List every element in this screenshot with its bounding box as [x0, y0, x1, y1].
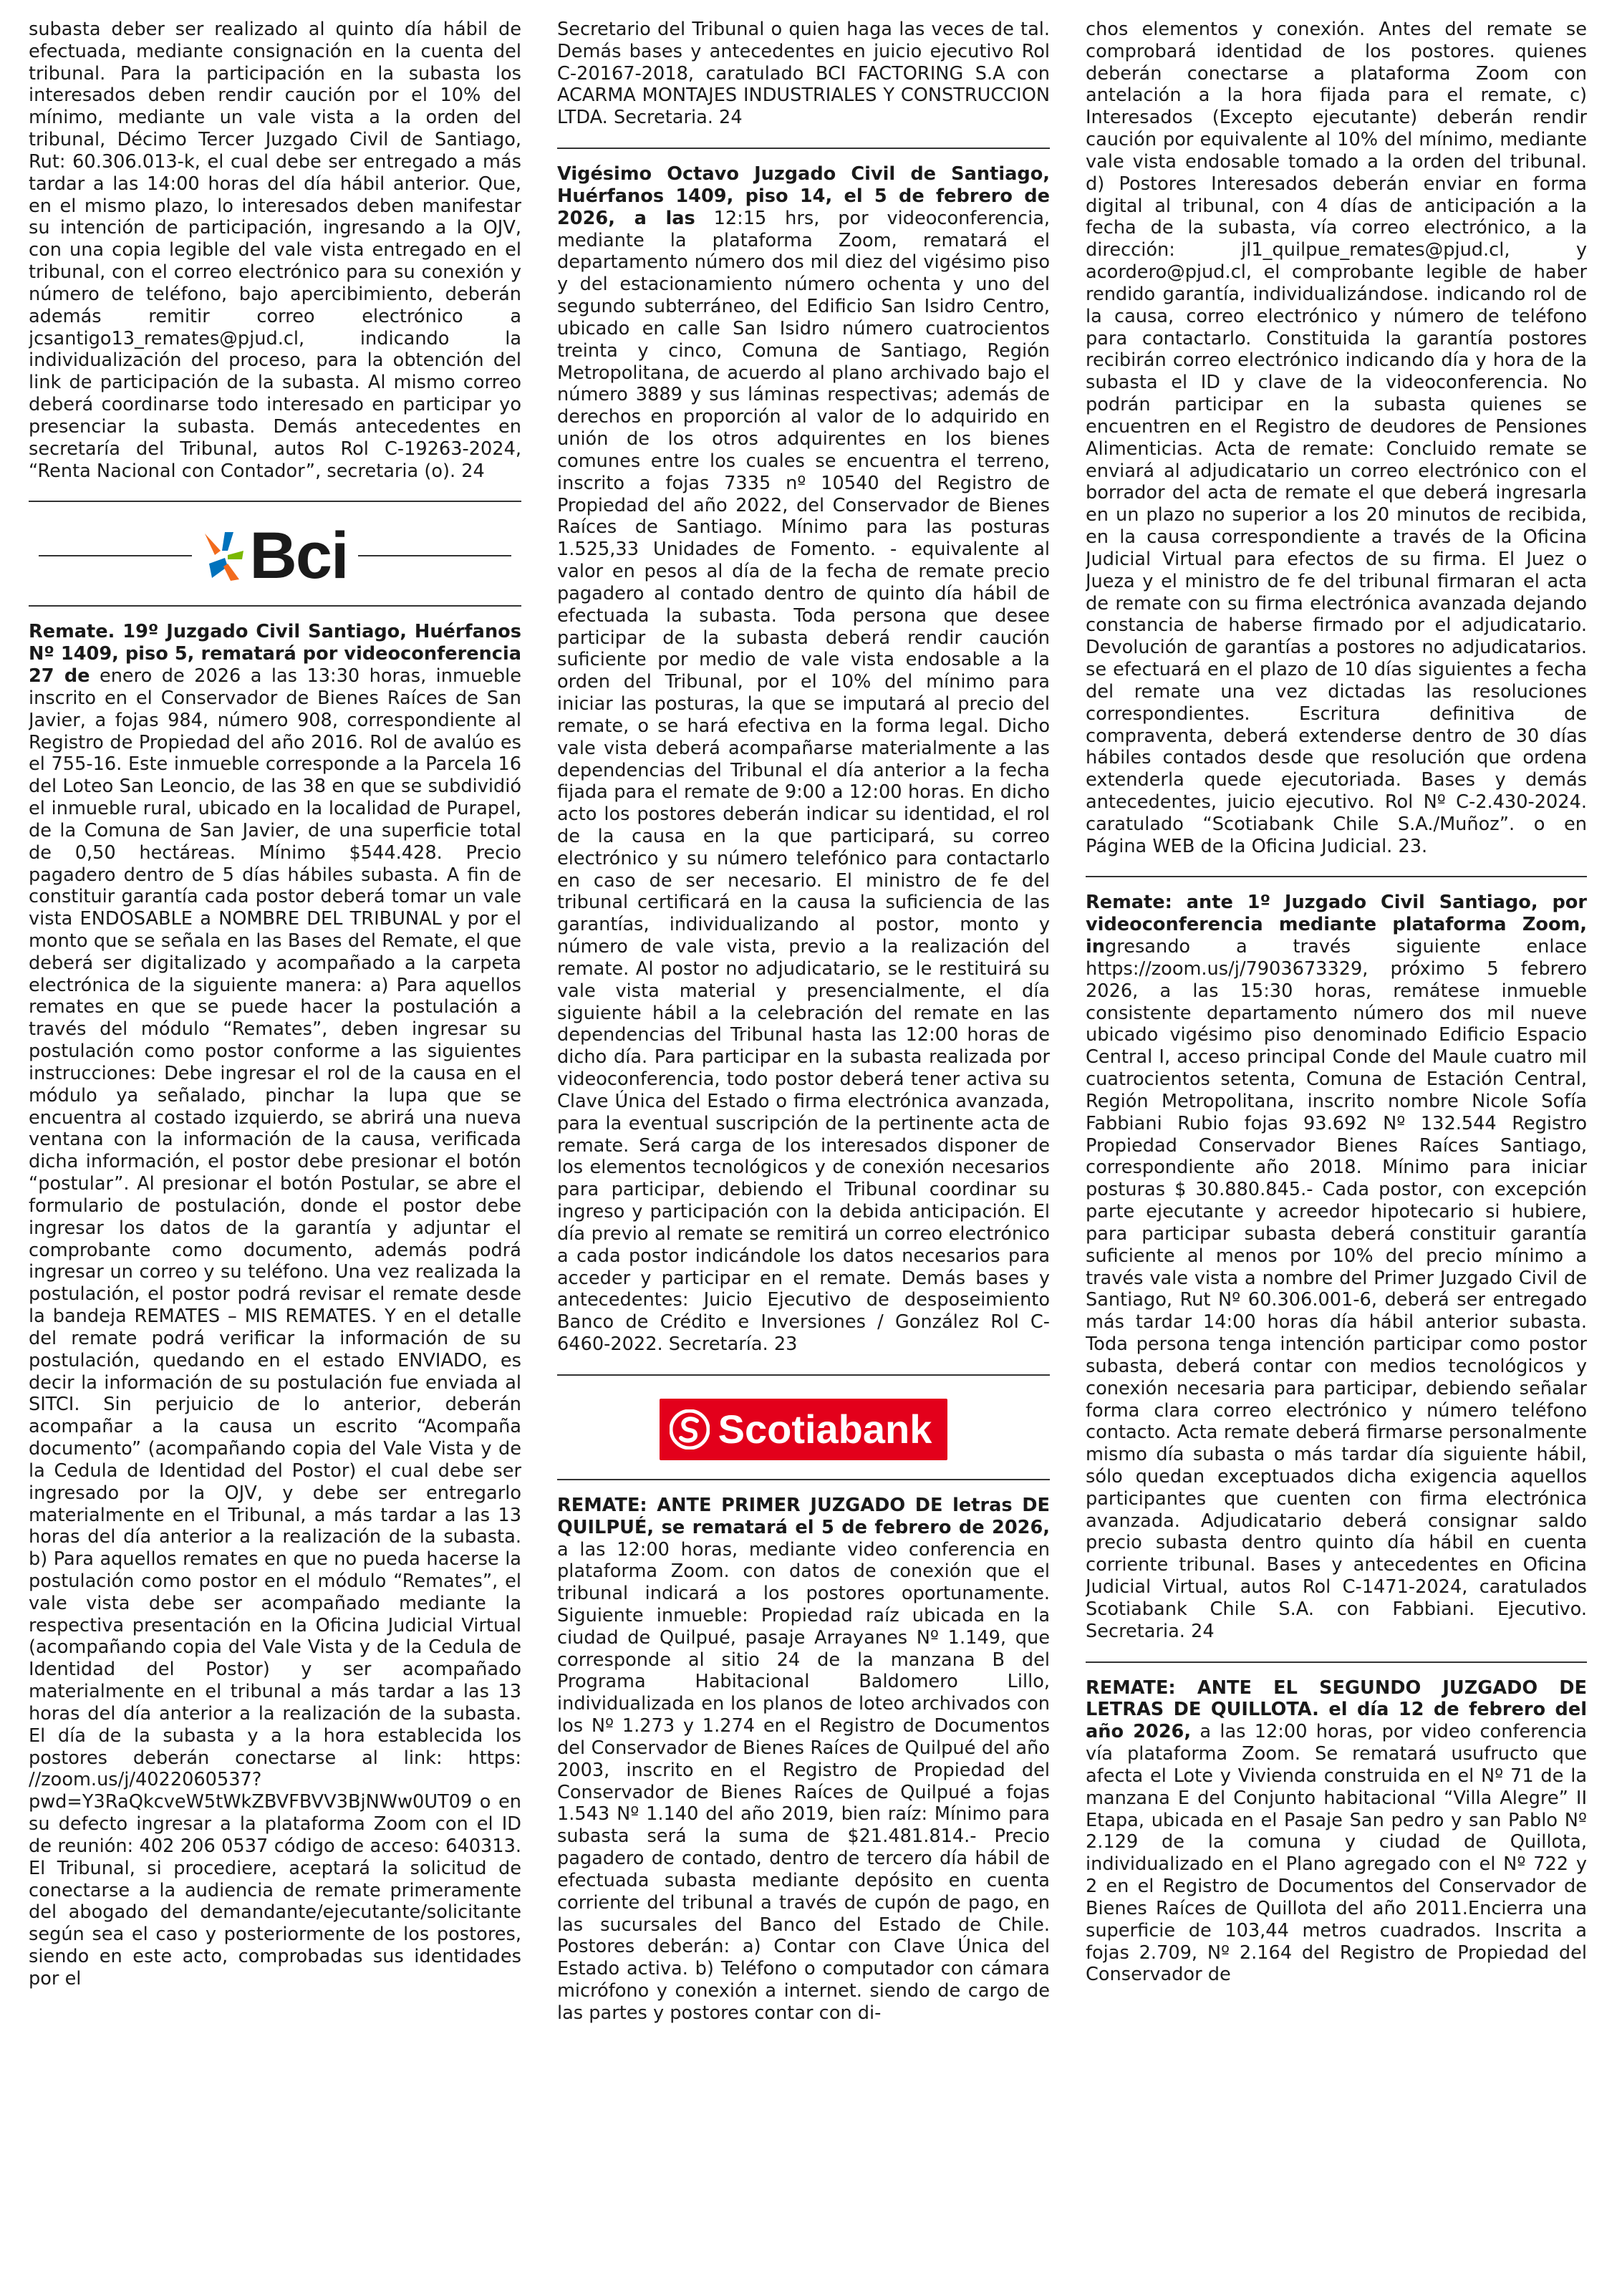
notice-heading: Remate: ante 1º Juzgado Civil Santiago, por videoconferencia mediante plataforma Zoom, in: [1086, 892, 1587, 958]
notice: [1086, 19, 1587, 857]
notice-heading: Vigésimo Octavo Juzgado Civil de Santiago, Huérfanos 1409, piso 14, el 5 de febrero de 2026, a las: [557, 163, 1050, 229]
notice-heading: Remate. 19º Juzgado Civil Santiago, Huérfanos Nº 1409, piso 5, rematará por videoconferencia 27 de: [29, 621, 521, 688]
notice-body: subasta deber ser realizado al quinto día hábil de efectuada, mediante consignación en la cuenta del tribunal. Para la participación en la subasta los interesados deben rendir caución por el 10% del mínimo, mediante un vale vista a la orden del tribunal, Décimo Tercer Juzgado Civil de Santiago, Rut: 60.306.013-k, el cual debe ser entregado a más tardar a las 14:00 horas del día hábil anterior. Que, en el mismo plazo, lo interesados deben manifestar su intención de participación, ingresando a la OJV, con una copia legible del vale vista entregado en el tribunal, con el correo electrónico para su conexión y número de teléfono, bajo apercibimiento, deberán además remitir correo electrónico a jcsantigo13_remates@pjud.cl, indicando la individualización del proceso, para la obtención del link de participación de la subasta. Al mismo correo deberá coordinarse todo interesado en participar yo presenciar la subasta. Demás antecedentes en secretaría del Tribunal, autos Rol C-19263-2024, “Renta Nacional con Contador”, secretaria (o). 24: [29, 19, 521, 482]
scotiabank-s-icon: [670, 1409, 710, 1450]
bci-star-icon: [202, 529, 246, 582]
notice: [29, 621, 521, 1989]
notice-body: enero de 2026 a las 13:30 horas, inmueble inscrito en el Conservador de Bienes Raíces de San Javier, a fojas 984, número 908, correspondiente al Registro de Propiedad del año 2016. Rol de avalúo es el 755-16. Este inmueble corresponde a la Parcela 16 del Loteo San Leoncio, de las 38 en que se subdividió el inmueble rural, ubicado en la localidad de Purapel, de la Comuna de San Javier, de una superficie total de 0,50 hectáreas. Mínimo $544.428. Precio pagadero dentro de 5 días hábiles subasta. A fin de constituir garantía cada postor deberá tomar un vale vista ENDOSABLE a NOMBRE DEL TRIBUNAL y por el monto que se señala en las Bases del Remate, el que deberá ser digitalizado y acompañado a la carpeta electrónica de la siguiente manera: a) Para aquellos remates en que se puede hacer la postulación a través del módulo “Remates”, deben ingresar su postulación como postor conforme a las siguientes instrucciones: Debe ingresar el rol de la causa en el módulo ya señalado, pinchar la lupa que se encuentra al costado izquierdo, se abrirá una nueva ventana con la información de la causa, verificada dicha información, el postor debe presionar el botón “postular”. Al presionar el botón Postular, se abre el formulario de postulación, donde el postor debe ingresar los datos de la garantía y adjuntar el comprobante como documento, además podrá ingresar un correo y su teléfono. Una vez realizada la postulación, el postor podrá revisar el remate desde la bandeja REMATES – MIS REMATES. Y en el detalle del remate podrá verificar la información de su postulación, quedando en el estado ENVIADO, es decir la información de su postulación fue enviada al SITCI. Sin perjuicio de lo anterior, deberán acompañar a la causa un escrito “Acompaña documento” (acompañando copia del Vale Vista y de la Cedula de Identidad del Postor) el cual debe ser ingresado por la OJV, y debe ser entregarlo materialmente en el Tribunal, a más tardar a las 13 horas del día anterior a la realización de la subasta. b) Para aquellos remates en que no pueda hacerse la postulación como postor en el módulo “Remates”, el vale vista debe ser acompañado mediante la respectiva presentación en la Oficina Judicial Virtual (acompañando copia del Vale Vista y de la Cedula de Identidad del Postor) y ser acompañado materialmente en el tribunal a más tardar a las 13 horas del día anterior a la realización de la subasta. El día de la subasta y a la hora establecida los postores deberán conectarse al link: https: //zoom.us/j/4022060537?pwd=Y3RaQkcveW5tWkZBVFBVV3BjNWw0UT09 o en su defecto ingresar a la plataforma Zoom con el ID de reunión: 402 206 0537 código de acceso: 640313. El Tribunal, si procediere, aceptará la solicitud de conectarse a la audiencia de remate primeramente del abogado del demandante/ejecutante/solicitante según sea el caso y posteriormente de los postores, siendo en este acto, comprobadas sus identidades por el: [29, 665, 521, 1989]
divider: [358, 555, 511, 556]
column-1: [29, 19, 521, 2289]
scotiabank-wordmark: Scotiabank: [718, 1406, 932, 1452]
divider: [557, 1479, 1050, 1480]
bci-wordmark: Bci: [249, 519, 348, 593]
bci-logo: [202, 519, 348, 593]
scotiabank-logo: [660, 1399, 948, 1460]
notice-body: a las 12:00 horas, mediante video conferencia en plataforma Zoom. con datos de conexión que el tribunal indicará a los postores oportunamente. Siguiente inmueble: Propiedad raíz ubicada en la ciudad de Quilpué, pasaje Arrayanes Nº 1.149, que corresponde al sitio 24 de la manzana B del Programa Habitacional Baldomero Lillo, individualizada en los planos de loteo archivados con los Nº 1.273 y 1.274 en el Registro de Documentos del Conservador de Bienes Raíces de Quilpué del año 2003, inscrito en el Registro de Propiedad del Conservador de Bienes Raíces de Quilpué a fojas 1.543 Nº 1.140 del año 2019, bien raíz: Mínimo para subasta será la suma de $21.481.814.- Precio pagadero de contado, dentro de tercero día hábil de efectuada subasta mediante depósito en cuenta corriente del tribunal a través de cupón de pago, en las sucursales del Banco del Estado de Chile. Postores deberán: a) Contar con Clave Única del Estado activa. b) Teléfono o computador con cámara micrófono y conexión a internet. siendo de cargo de las partes y postores contar con di-: [557, 1538, 1050, 2024]
notice: [29, 19, 521, 482]
notice: [1086, 1677, 1587, 1987]
notice: [1086, 892, 1587, 1642]
notice-body: a las 12:00 horas, por video conferencia vía plataforma Zoom. Se rematará usufructo que afecta el Lote y Vivienda construida en el Nº 71 de la manzana E del Conjunto habitacional “Villa Alegre” II Etapa, ubicada en el Pasaje San pedro y san Pablo Nº 2.129 de la comuna y ciudad de Quillota, individualizado en el Plano agregado con el Nº 722 y 2 en el Registro de Documentos del Conservador de Bienes Raíces de Quillota del año 2011.Encierra una superficie de 103,44 metros cuadrados. Inscrita a fojas 2.709, Nº 2.164 del Registro de Propiedad del Conservador de: [1086, 1721, 1587, 1986]
notice: [557, 1495, 1050, 2025]
notice-heading: REMATE: ANTE EL SEGUNDO JUZGADO DE LETRAS DE QUILLOTA. el día 12 de febrero del año 2026,: [1086, 1677, 1587, 1743]
scotiabank-ad-banner: [557, 1390, 1050, 1469]
column-2: [557, 19, 1050, 2289]
divider: [1086, 876, 1587, 877]
divider: [29, 501, 521, 502]
bci-ad-banner: [29, 516, 521, 595]
notice-body: Secretario del Tribunal o quien haga las veces de tal. Demás bases y antecedentes en juicio ejecutivo Rol C-20167-2018, caratulado BCI FACTORING S.A con ACARMA MONTAJES INDUSTRIALES Y CONSTRUCCION LTDA. Secretaria. 24: [557, 19, 1050, 129]
divider: [557, 1374, 1050, 1376]
notice-body: 12:15 hrs, por videoconferencia, mediante la plataforma Zoom, rematará el departamento número dos mil diez del vigésimo piso y del estacionamiento número ochenta y uno del segundo subterráneo, del Edificio San Isidro Centro, ubicado en calle San Isidro número cuatrocientos treinta y cinco, Comuna de Santiago, Región Metropolitana, de acuerdo al plano archivado bajo el número 3889 y sus láminas respectivas; además de derechos en proporción al valor de lo adquirido en unión de los otros adquirentes en los bienes comunes entre los cuales se encuentra el terreno, inscrito a fojas 7335 nº 10540 del Registro de Propiedad del año 2022, del Conservador de Bienes Raíces de Santiago. Mínimo para las posturas 1.525,33 Unidades de Fomento. - equivalente al valor en pesos al día de la fecha de remate precio pagadero al contado dentro de quinto día hábil de efectuada la subasta. Toda persona que desee participar de la subasta deberá rendir caución suficiente por medio de vale vista endosable a la orden del Tribunal, por el 10% del mínimo para iniciar las posturas, la que se imputará al precio del remate, o se hará efectiva en la forma legal. Dicho vale vista deberá acompañarse materialmente a las dependencias del Tribunal el día anterior a la fecha fijada para el remate de 9:00 a 12:00 horas. En dicho acto los postores deberán indicar su identidad, el rol de la causa en la que participará, su correo electrónico y su número telefónico para contactarlo en caso de ser necesario. El ministro de fe del tribunal certificará en la causa la suficiencia de las garantías, individualizando al postor, monto y número de vale vista, previo a la realización del remate. Al postor no adjudicatario, se le restituirá su vale vista material y presencialmente, el día siguiente hábil a la celebración del remate en las dependencias del Tribunal hasta las 12:00 horas de dicho día. Para participar en la subasta realizada por videoconferencia, todo postor deberá tener activa su Clave Única del Estado o firma electrónica avanzada, para la eventual suscripción de la pertinente acta de remate. Será carga de los interesados disponer de los elementos tecnológicos y de conexión necesarios para participar, debiendo el Tribunal coordinar su ingreso y participación con la debida anticipación. El día previo al remate se remitirá un correo electrónico a cada postor indicándole los datos necesarios para acceder y participar en el remate. Demás bases y antecedentes: Juicio Ejecutivo de desposeimiento Banco de Crédito e Inversiones / González Rol C-6460-2022. Secretaría. 23: [557, 207, 1050, 1356]
notice-heading: REMATE: ANTE PRIMER JUZGADO DE letras DE QUILPUÉ, se rematará el 5 de febrero de 2026,: [557, 1494, 1050, 1538]
notice-body: gresando a través siguiente enlace https://zoom.us/j/7903673329, próximo 5 febrero 2026, a las 15:30 horas, remátese inmueble consistente departamento número dos mil nueve ubicado vigésimo piso denominado Edificio Espacio Central I, acceso principal Conde del Maule cuatro mil cuatrocientos setenta, Comuna de Estación Central, Región Metropolitana, inscrito nombre Nicole Sofía Fabbiani Rubio fojas 93.692 Nº 132.544 Registro Propiedad Conservador Bienes Raíces Santiago, correspondiente año 2018. Mínimo para iniciar posturas $ 30.880.845.- Cada postor, con excepción parte ejecutante y acreedor hipotecario si hubiere, para participar subasta deberá constituir garantía suficiente al menos por 10% del precio mínimo a través vale vista a nombre del Primer Juzgado Civil de Santiago, Rut Nº 60.306.001-6, deberá ser entregado más tardar 14:00 horas día hábil anterior subasta. Toda persona tenga intención participar como postor subasta, deberá contar con medios tecnológicos y conexión necesaria para participar, debiendo señalar forma clara correo electrónico y número teléfono contacto. Acta remate deberá firmarse personalmente mismo día subasta o más tardar día siguiente hábil, sólo quedan exceptuados dicha exigencia aquellos participantes que cuenten con firma electrónica avanzada. Adjudicatario deberá consignar saldo precio subasta dentro quinto día hábil en cuenta corriente tribunal. Bases y antecedentes en Oficina Judicial Virtual, autos Rol C-1471-2024, caratulados Scotiabank Chile S.A. con Fabbiani. Ejecutivo. Secretaria. 24: [1086, 936, 1587, 1642]
divider: [1086, 1661, 1587, 1663]
notice-body: chos elementos y conexión. Antes del remate se comprobará identidad de los postores. quienes deberán conectarse a plataforma Zoom con antelación a la hora fijada para el remate, c) Interesados (Excepto ejecutante) deberán rendir caución por equivalente al 10% del mínimo, mediante vale vista endosable tomado a la orden del tribunal. d) Postores Interesados deberán enviar en forma digital al tribunal, con 4 días de anticipación a la fecha de la subasta, vía correo electrónico, a la dirección: jl1_quilpue_remates@pjud.cl, y acordero@pjud.cl, el comprobante legible de haber rendido garantía, individualizándose. indicando rol de la causa, correo electrónico y número de teléfono para contactarlo. Constituida la garantía postores recibirán correo electrónico indicando día y hora de la subasta el ID y clave de la videoconferencia. No podrán participar en la subasta quienes se encuentren en el Registro de deudores de Pensiones Alimenticias. Acta de remate: Concluido remate se enviará al adjudicatario un correo electrónico con el borrador del acta de remate el que deberá ingresarla en un plazo no superior a los 20 minutos de recibida, en la causa correspondiente a través de la Oficina Judicial Virtual para efectos de su firma. El Juez o Jueza y el ministro de fe del tribunal firmaran el acta de remate con su firma electrónica avanzada dejando constancia de haberse firmado por el adjudicatario. Devolución de garantías a postores no adjudicatarios. se efectuará en el plazo de 10 días siguientes a fecha del remate una vez dictadas las resoluciones correspondientes. Escritura definitiva de compraventa, deberá extenderse dentro de 30 días hábiles contados desde que resolución que ordena extenderla quede ejecutoriada. Bases y demás antecedentes, juicio ejecutivo. Rol Nº C-2.430-2024. caratulado “Scotiabank Chile S.A./Muñoz”. o en Página WEB de la Oficina Judicial. 23.: [1086, 19, 1587, 857]
divider: [39, 555, 192, 556]
column-3: [1086, 19, 1587, 2289]
divider: [29, 605, 521, 607]
notice: [557, 163, 1050, 1356]
divider: [557, 148, 1050, 149]
notice: [557, 19, 1050, 129]
